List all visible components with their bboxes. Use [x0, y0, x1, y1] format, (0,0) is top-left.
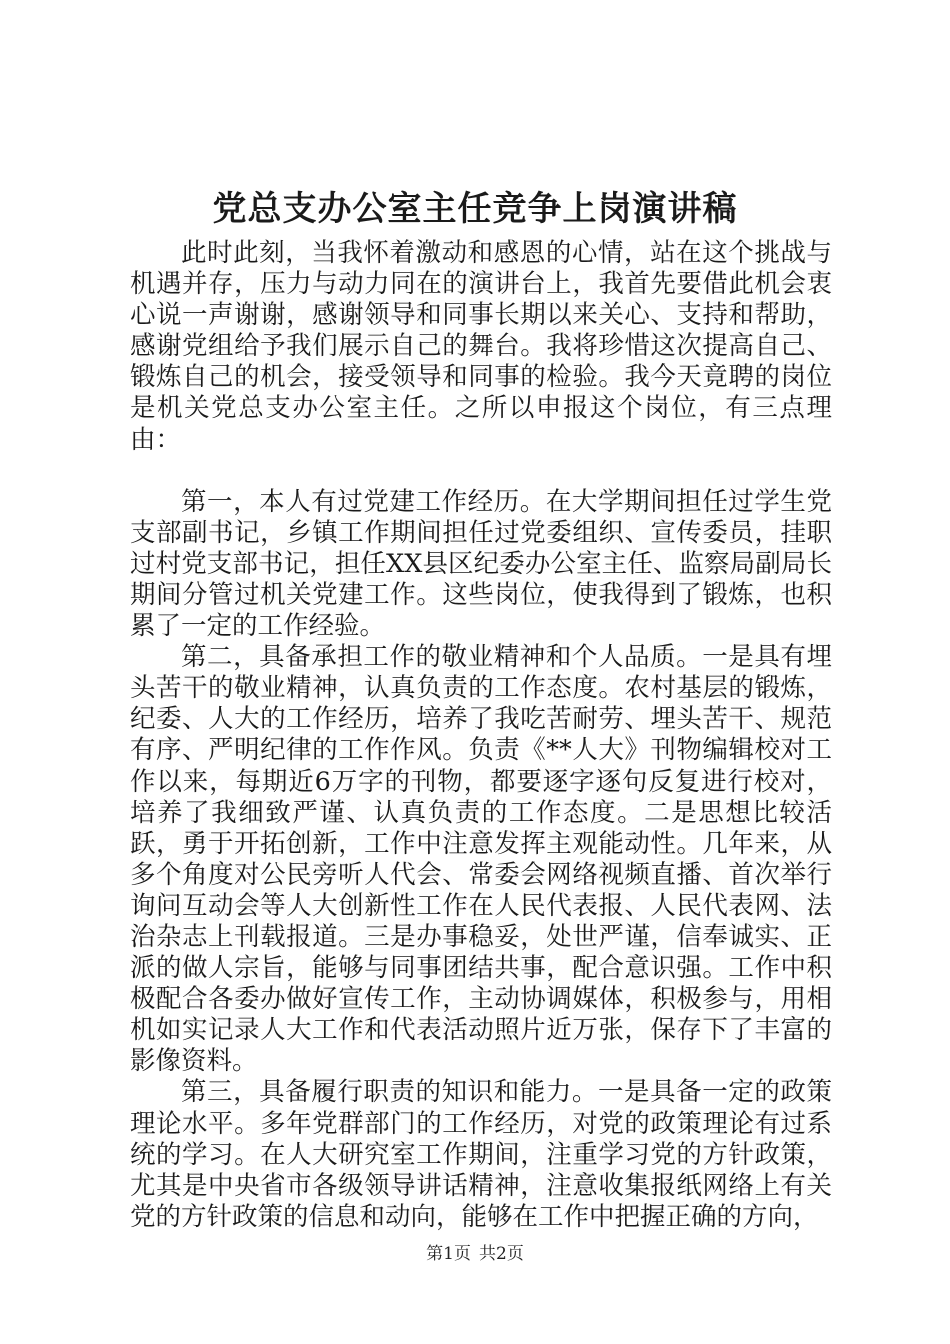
paragraph-second-reason: 第二，具备承担工作的敬业精神和个人品质。一是具有埋头苦干的敬业精神，认真负责的工作态度。农村基层的锻炼，纪委、人大的工作经历，培养了我吃苦耐劳、埋头苦干、规范有序、严明纪律的工作作风。负责《**人大》刊物编辑校对工作以来，每期近6万字的刊物，都要逐字逐句反复进行校对，培养了我细致严谨、认真负责的工作态度。二是思想比较活跃，勇于开拓创新，工作中注意发挥主观能动性。几年来，从多个角度对公民旁听人代会、常委会网络视频直播、首次举行询问互动会等人大创新性工作在人民代表报、人民代表网、法治杂志上刊载报道。三是办事稳妥，处世严谨，信奉诚实、正派的做人宗旨，能够与同事团结共事，配合意识强。工作中积极配合各委办做好宣传工作，主动协调媒体，积极参与，用相机如实记录人大工作和代表活动照片近万张，保存下了丰富的影像资料。 — [130, 642, 832, 1077]
document-body — [130, 238, 832, 1233]
paragraph-first-reason: 第一，本人有过党建工作经历。在大学期间担任过学生党支部副书记，乡镇工作期间担任过党委组织、宣传委员，挂职过村党支部书记，担任XX县区纪委办公室主任、监察局副局长期间分管过机关党建工作。这些岗位，使我得到了锻炼，也积累了一定的工作经验。 — [130, 486, 832, 642]
page-total: 共2页 — [479, 1244, 524, 1264]
page-number: 第1页 — [426, 1244, 471, 1264]
paragraph-spacer — [130, 456, 832, 487]
paragraph-intro: 此时此刻，当我怀着激动和感恩的心情，站在这个挑战与机遇并存，压力与动力同在的演讲台上，我首先要借此机会衷心说一声谢谢，感谢领导和同事长期以来关心、支持和帮助，感谢党组给予我们展示自己的舞台。我将珍惜这次提高自己、锻炼自己的机会，接受领导和同事的检验。我今天竟聘的岗位是机关党总支办公室主任。之所以申报这个岗位，有三点理由： — [130, 238, 832, 455]
page-footer — [0, 1242, 950, 1266]
document-title: 党总支办公室主任竞争上岗演讲稿 — [212, 189, 738, 229]
paragraph-third-reason: 第三，具备履行职责的知识和能力。一是具备一定的政策理论水平。多年党群部门的工作经历，对党的政策理论有过系统的学习。在人大研究室工作期间，注重学习党的方针政策，尤其是中央省市各级领导讲话精神，注意收集报纸网络上有关党的方针政策的信息和动向，能够在工作中把握正确的方向， — [130, 1077, 832, 1232]
